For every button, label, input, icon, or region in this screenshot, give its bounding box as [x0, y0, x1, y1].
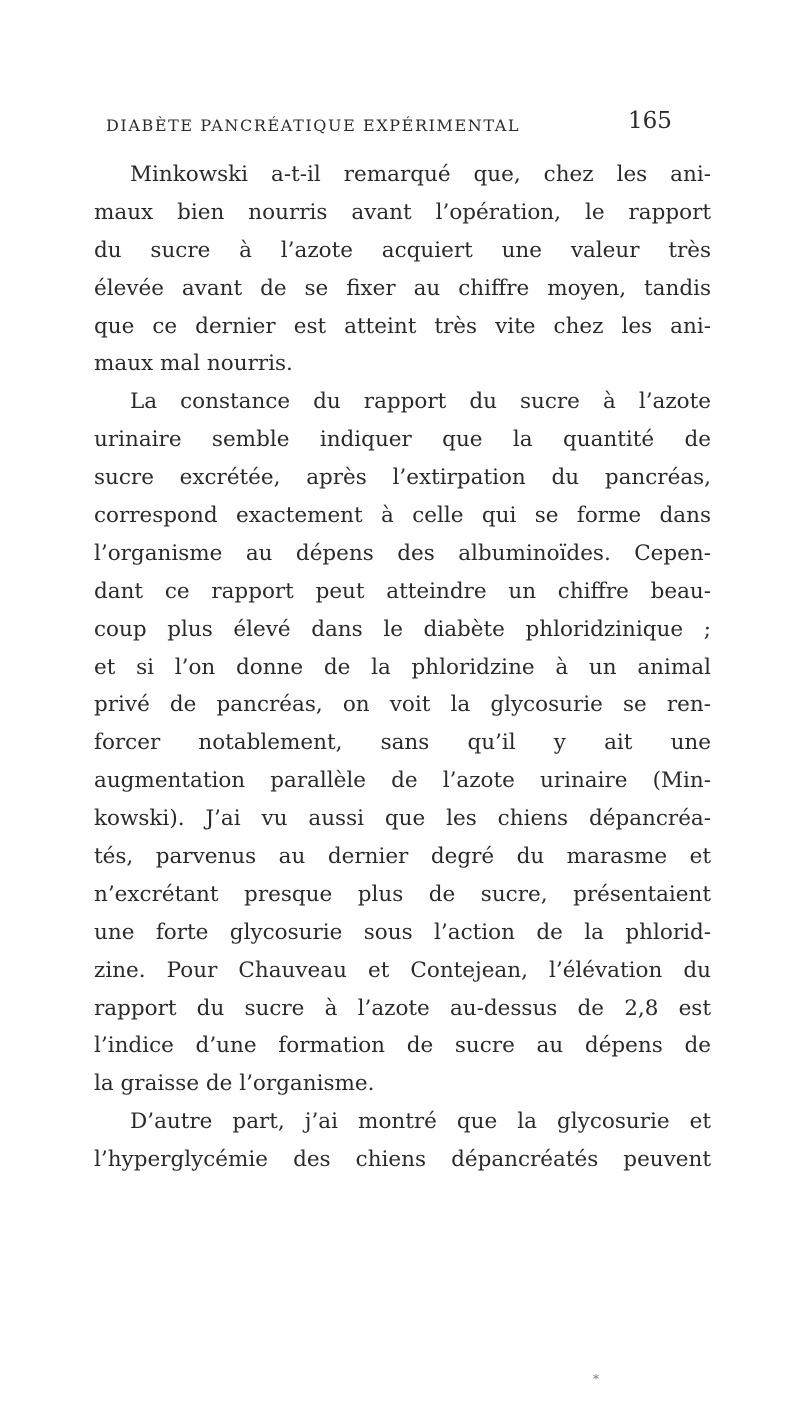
body-text	[94, 156, 711, 1179]
text-line: élevée avant de se fixer au chiffre moyen, tandis	[94, 275, 711, 301]
text-line: sucre excrétée, après l’extirpation du pancréas,	[94, 465, 711, 491]
text-line: n’excrétant presque plus de sucre, présentaient	[94, 881, 711, 907]
text-line: D’autre part, j’ai montré que la glycosurie et	[130, 1109, 711, 1135]
text-line: coup plus élevé dans le diabète phloridzinique ;	[94, 616, 711, 642]
text-line: zine. Pour Chauveau et Contejean, l’élévation du	[94, 957, 711, 983]
text-line: La constance du rapport du sucre à l’azote	[130, 389, 711, 415]
text-line: la graisse de l’organisme.	[94, 1071, 375, 1097]
text-line: privé de pancréas, on voit la glycosurie se ren-	[94, 692, 711, 718]
text-line: une forte glycosurie sous l’action de la phlorid-	[94, 919, 711, 945]
text-line: augmentation parallèle de l’azote urinaire (Min-	[94, 768, 711, 794]
text-line: l’organisme au dépens des albuminoïdes. Cepen-	[94, 540, 711, 566]
text-line: urinaire semble indiquer que la quantité de	[94, 427, 711, 453]
text-line: forcer notablement, sans qu’il y ait une	[94, 730, 711, 756]
running-title: DIABÈTE PANCRÉATIQUE EXPÉRIMENTAL	[106, 116, 521, 135]
text-line: maux mal nourris.	[94, 351, 293, 377]
stray-mark: *	[593, 1372, 599, 1386]
text-line: Minkowski a-t-il remarqué que, chez les ani-	[130, 162, 711, 187]
text-line: correspond exactement à celle qui se forme dans	[94, 503, 711, 529]
text-line: du sucre à l’azote acquiert une valeur très	[94, 237, 711, 263]
running-head	[0, 108, 800, 146]
text-line: l’hyperglycémie des chiens dépancréatés peuvent	[94, 1147, 711, 1173]
text-line: maux bien nourris avant l’opération, le rapport	[94, 199, 711, 225]
text-line: que ce dernier est atteint très vite chez les ani-	[94, 313, 711, 339]
text-line: rapport du sucre à l’azote au-dessus de 2,8 est	[94, 995, 711, 1021]
text-line: et si l’on donne de la phloridzine à un animal	[94, 654, 711, 680]
page-number: 165	[628, 108, 672, 134]
text-line: kowski). J’ai vu aussi que les chiens dépancréa-	[94, 806, 711, 832]
text-line: tés, parvenus au dernier degré du marasme et	[94, 844, 711, 870]
text-line: l’indice d’une formation de sucre au dépens de	[94, 1033, 711, 1059]
text-line: dant ce rapport peut atteindre un chiffre beau-	[94, 578, 711, 604]
